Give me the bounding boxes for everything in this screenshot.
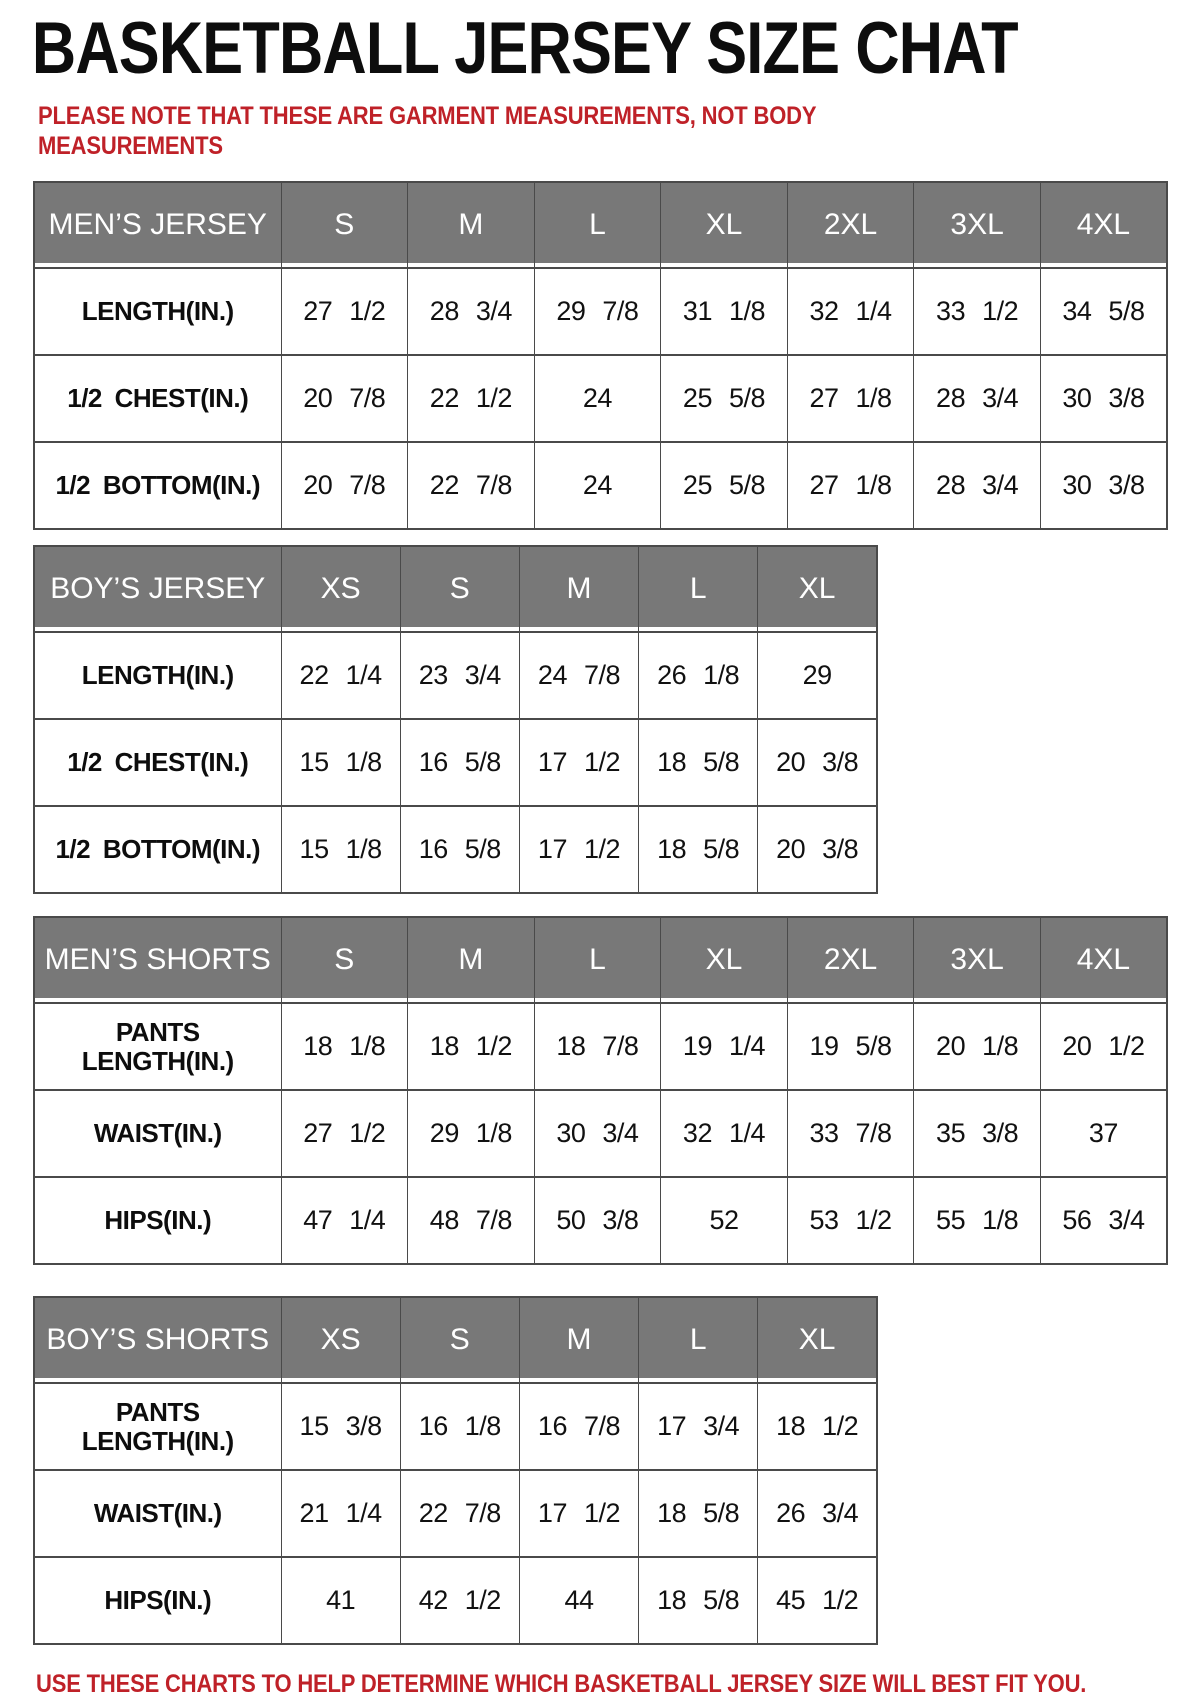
boys-jersey-size-col-l: L — [639, 546, 758, 632]
measurement-cell: 18 1/2 — [408, 1003, 535, 1090]
measurement-cell: 16 1/8 — [400, 1383, 519, 1470]
measurement-cell: 20 1/8 — [914, 1003, 1041, 1090]
measurement-cell: 28 3/4 — [914, 442, 1041, 529]
table-row — [34, 355, 1167, 442]
measurement-cell: 18 1/2 — [758, 1383, 877, 1470]
measurement-cell: 27 1/8 — [787, 355, 914, 442]
mens-jersey-size-col-xl: XL — [661, 182, 788, 268]
boys-shorts-size-col-s: S — [400, 1297, 519, 1383]
measurement-cell: 48 7/8 — [408, 1177, 535, 1264]
measurement-cell: 17 1/2 — [519, 806, 638, 893]
table-row — [34, 1177, 1167, 1264]
measurement-cell: 33 1/2 — [914, 268, 1041, 355]
mens-shorts-size-table — [33, 916, 1168, 1265]
measurement-cell: 55 1/8 — [914, 1177, 1041, 1264]
measurement-cell: 24 — [534, 442, 661, 529]
table-row — [34, 1003, 1167, 1090]
measurement-cell: 18 5/8 — [639, 806, 758, 893]
measurement-cell: 20 1/2 — [1040, 1003, 1167, 1090]
measurement-cell: 30 3/8 — [1040, 355, 1167, 442]
measurement-cell: 26 3/4 — [758, 1470, 877, 1557]
table-row — [34, 1383, 877, 1470]
row-label: PANTS LENGTH(IN.) — [34, 1003, 281, 1090]
row-label: LENGTH(IN.) — [34, 268, 281, 355]
table-row — [34, 268, 1167, 355]
measurement-cell: 18 5/8 — [639, 1470, 758, 1557]
row-label: 1/2 CHEST(IN.) — [34, 355, 281, 442]
boys-jersey-size-col-m: M — [519, 546, 638, 632]
header-row — [34, 182, 1167, 268]
boys-jersey-size-col-s: S — [400, 546, 519, 632]
table-row — [34, 442, 1167, 529]
measurement-cell: 19 5/8 — [787, 1003, 914, 1090]
row-label: 1/2 BOTTOM(IN.) — [34, 442, 281, 529]
mens-shorts-size-col-m: M — [408, 917, 535, 1003]
measurement-cell: 29 1/8 — [408, 1090, 535, 1177]
measurement-cell: 28 3/4 — [914, 355, 1041, 442]
measurement-cell: 15 1/8 — [281, 719, 400, 806]
measurement-cell: 20 7/8 — [281, 355, 408, 442]
measurement-cell: 16 5/8 — [400, 719, 519, 806]
table-row — [34, 719, 877, 806]
mens-jersey-table-title: MEN’S JERSEY — [34, 182, 281, 268]
measurement-cell: 27 1/2 — [281, 1090, 408, 1177]
mens-shorts-size-col-2xl: 2XL — [787, 917, 914, 1003]
table-row — [34, 806, 877, 893]
boys-jersey-size-table — [33, 545, 878, 894]
row-label: HIPS(IN.) — [34, 1557, 281, 1644]
measurement-cell: 17 3/4 — [639, 1383, 758, 1470]
measurement-cell: 44 — [519, 1557, 638, 1644]
measurement-cell: 30 3/8 — [1040, 442, 1167, 529]
boys-shorts-size-table — [33, 1296, 878, 1645]
mens-shorts-table-title: MEN’S SHORTS — [34, 917, 281, 1003]
measurement-cell: 34 5/8 — [1040, 268, 1167, 355]
measurement-cell: 17 1/2 — [519, 719, 638, 806]
row-label: HIPS(IN.) — [34, 1177, 281, 1264]
measurement-cell: 20 7/8 — [281, 442, 408, 529]
row-label: WAIST(IN.) — [34, 1470, 281, 1557]
measurement-cell: 32 1/4 — [661, 1090, 788, 1177]
boys-jersey-table-title: BOY’S JERSEY — [34, 546, 281, 632]
table-row — [34, 1470, 877, 1557]
row-label: PANTS LENGTH(IN.) — [34, 1383, 281, 1470]
boys-jersey-size-col-xl: XL — [758, 546, 877, 632]
measurement-cell: 23 3/4 — [400, 632, 519, 719]
table-row — [34, 632, 877, 719]
row-label: WAIST(IN.) — [34, 1090, 281, 1177]
measurement-cell: 37 — [1040, 1090, 1167, 1177]
mens-jersey-size-col-4xl: 4XL — [1040, 182, 1167, 268]
measurement-cell: 22 7/8 — [400, 1470, 519, 1557]
mens-jersey-size-col-2xl: 2XL — [787, 182, 914, 268]
table-row — [34, 1557, 877, 1644]
measurement-cell: 24 7/8 — [519, 632, 638, 719]
measurement-cell: 18 7/8 — [534, 1003, 661, 1090]
measurement-cell: 27 1/8 — [787, 442, 914, 529]
boys-shorts-size-col-xs: XS — [281, 1297, 400, 1383]
boys-shorts-size-col-m: M — [519, 1297, 638, 1383]
measurement-cell: 22 1/2 — [408, 355, 535, 442]
table-row — [34, 1090, 1167, 1177]
measurement-cell: 22 1/4 — [281, 632, 400, 719]
mens-jersey-size-col-l: L — [534, 182, 661, 268]
measurement-cell: 35 3/8 — [914, 1090, 1041, 1177]
row-label: LENGTH(IN.) — [34, 632, 281, 719]
measurement-cell: 19 1/4 — [661, 1003, 788, 1090]
measurement-cell: 50 3/8 — [534, 1177, 661, 1264]
measurement-cell: 17 1/2 — [519, 1470, 638, 1557]
boys-jersey-size-col-xs: XS — [281, 546, 400, 632]
measurement-cell: 31 1/8 — [661, 268, 788, 355]
measurement-cell: 15 1/8 — [281, 806, 400, 893]
header-row — [34, 546, 877, 632]
measurement-cell: 41 — [281, 1557, 400, 1644]
mens-shorts-size-col-s: S — [281, 917, 408, 1003]
measurement-cell: 18 5/8 — [639, 1557, 758, 1644]
mens-shorts-size-col-l: L — [534, 917, 661, 1003]
measurement-cell: 16 7/8 — [519, 1383, 638, 1470]
measurement-cell: 29 — [758, 632, 877, 719]
fit-advice-note: USE THESE CHARTS TO HELP DETERMINE WHICH BASKETBALL JERSEY SIZE WILL BEST FIT YOU. — [36, 1670, 1087, 1698]
measurement-cell: 21 1/4 — [281, 1470, 400, 1557]
row-label: 1/2 BOTTOM(IN.) — [34, 806, 281, 893]
mens-shorts-size-col-4xl: 4XL — [1040, 917, 1167, 1003]
measurement-cell: 18 5/8 — [639, 719, 758, 806]
mens-jersey-size-col-3xl: 3XL — [914, 182, 1041, 268]
mens-shorts-size-col-xl: XL — [661, 917, 788, 1003]
boys-shorts-size-col-l: L — [639, 1297, 758, 1383]
measurement-cell: 24 — [534, 355, 661, 442]
measurement-cell: 33 7/8 — [787, 1090, 914, 1177]
mens-shorts-size-col-3xl: 3XL — [914, 917, 1041, 1003]
measurement-cell: 56 3/4 — [1040, 1177, 1167, 1264]
measurement-cell: 32 1/4 — [787, 268, 914, 355]
header-row — [34, 1297, 877, 1383]
measurement-cell: 29 7/8 — [534, 268, 661, 355]
measurement-cell: 30 3/4 — [534, 1090, 661, 1177]
measurement-cell: 20 3/8 — [758, 806, 877, 893]
boys-shorts-table-title: BOY’S SHORTS — [34, 1297, 281, 1383]
mens-jersey-size-table — [33, 181, 1168, 530]
measurement-cell: 27 1/2 — [281, 268, 408, 355]
measurement-cell: 16 5/8 — [400, 806, 519, 893]
measurement-cell: 25 5/8 — [661, 355, 788, 442]
measurement-cell: 15 3/8 — [281, 1383, 400, 1470]
row-label: 1/2 CHEST(IN.) — [34, 719, 281, 806]
boys-shorts-size-col-xl: XL — [758, 1297, 877, 1383]
measurement-cell: 18 1/8 — [281, 1003, 408, 1090]
page-title: BASKETBALL JERSEY SIZE CHAT — [31, 8, 1018, 89]
garment-measurement-note: PLEASE NOTE THAT THESE ARE GARMENT MEASUREMENTS, NOT BODY MEASUREMENTS — [38, 102, 816, 160]
measurement-cell: 52 — [661, 1177, 788, 1264]
measurement-cell: 25 5/8 — [661, 442, 788, 529]
measurement-cell: 53 1/2 — [787, 1177, 914, 1264]
measurement-cell: 45 1/2 — [758, 1557, 877, 1644]
measurement-cell: 22 7/8 — [408, 442, 535, 529]
header-row — [34, 917, 1167, 1003]
measurement-cell: 47 1/4 — [281, 1177, 408, 1264]
mens-jersey-size-col-s: S — [281, 182, 408, 268]
measurement-cell: 28 3/4 — [408, 268, 535, 355]
mens-jersey-size-col-m: M — [408, 182, 535, 268]
measurement-cell: 26 1/8 — [639, 632, 758, 719]
measurement-cell: 42 1/2 — [400, 1557, 519, 1644]
measurement-cell: 20 3/8 — [758, 719, 877, 806]
